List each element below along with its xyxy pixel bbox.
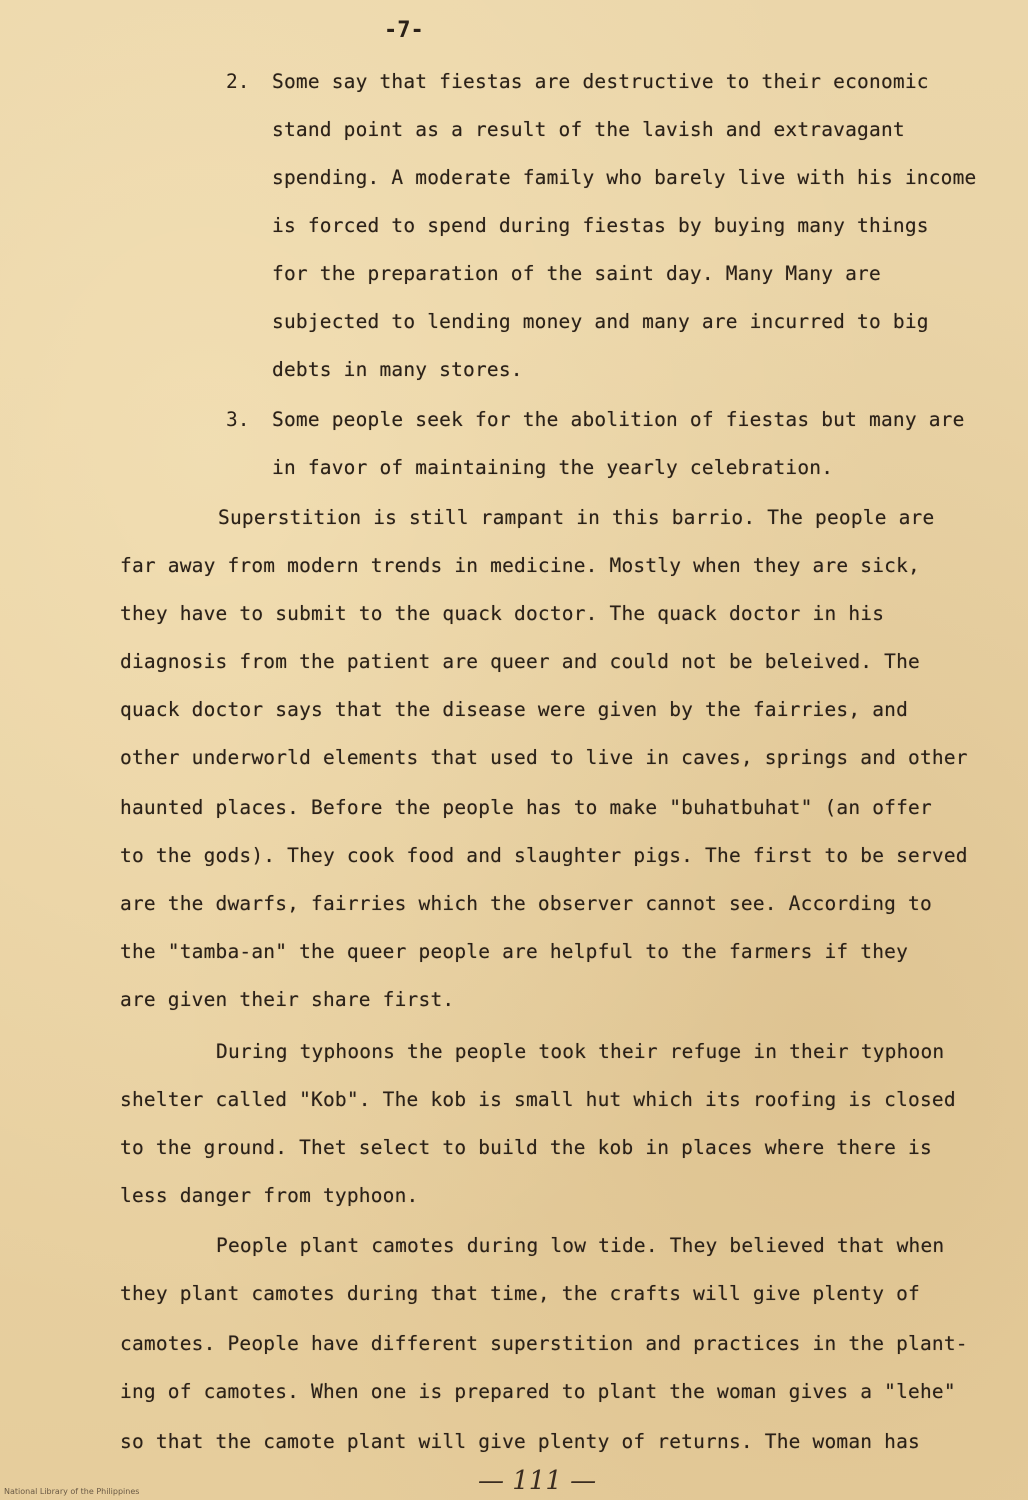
list-item-line: is forced to spend during fiestas by buying many things [272, 214, 929, 237]
paragraph-line: diagnosis from the patient are queer and could not be beleived. The [120, 650, 920, 673]
paragraph-line: quack doctor says that the disease were given by the fairries, and [120, 698, 909, 721]
list-item-line: for the preparation of the saint day. Many Many are [272, 262, 881, 285]
list-item-line: debts in many stores. [272, 358, 523, 381]
paragraph-line: they have to submit to the quack doctor. The quack doctor in his [120, 602, 885, 625]
paragraph-line: far away from modern trends in medicine. Mostly when they are sick, [120, 554, 920, 577]
list-item-line: spending. A moderate family who barely live with his income [272, 166, 977, 189]
paragraph-line: are the dwarfs, fairries which the observer cannot see. According to [120, 892, 932, 915]
paragraph-line: haunted places. Before the people has to make "buhatbuhat" (an offer [120, 796, 932, 819]
list-item-line: in favor of maintaining the yearly celebration. [272, 456, 834, 479]
paragraph-line: People plant camotes during low tide. They believed that when [216, 1234, 945, 1257]
archive-footer-label: National Library of the Philippines [4, 1487, 140, 1496]
paragraph-line: so that the camote plant will give plenty of returns. The woman has [120, 1430, 920, 1453]
bleed-through [118, 74, 129, 95]
paragraph-line: they plant camotes during that time, the crafts will give plenty of [120, 1282, 920, 1305]
paragraph-line: shelter called "Kob". The kob is small hut which its roofing is closed [120, 1088, 956, 1111]
list-item-line: subjected to lending money and many are incurred to big [272, 310, 929, 333]
handwritten-page-mark: — 111 — [478, 1466, 597, 1496]
paragraph-line: are given their share first. [120, 988, 455, 1011]
page-number: -7- [384, 18, 424, 43]
paragraph-line: ing of camotes. When one is prepared to plant the woman gives a "lehe" [120, 1380, 956, 1403]
list-item-number: 3. [226, 408, 250, 431]
list-item-line: stand point as a result of the lavish and extravagant [272, 118, 905, 141]
paragraph-line: During typhoons the people took their refuge in their typhoon [216, 1040, 945, 1063]
list-item-number: 2. [226, 70, 250, 93]
list-item-line: Some say that fiestas are destructive to their economic [272, 70, 929, 93]
paragraph-line: to the ground. Thet select to build the kob in places where there is [120, 1136, 932, 1159]
paragraph-line: camotes. People have different superstition and practices in the plant- [120, 1332, 968, 1355]
paragraph-line: to the gods). They cook food and slaughter pigs. The first to be served [120, 844, 968, 867]
paragraph-line: less danger from typhoon. [120, 1184, 419, 1207]
paragraph-line: Superstition is still rampant in this barrio. The people are [218, 506, 935, 529]
paragraph-line: the "tamba-an" the queer people are helpful to the farmers if they [120, 940, 909, 963]
paragraph-line: other underworld elements that used to live in caves, springs and other [120, 746, 968, 769]
list-item-line: Some people seek for the abolition of fiestas but many are [272, 408, 965, 431]
